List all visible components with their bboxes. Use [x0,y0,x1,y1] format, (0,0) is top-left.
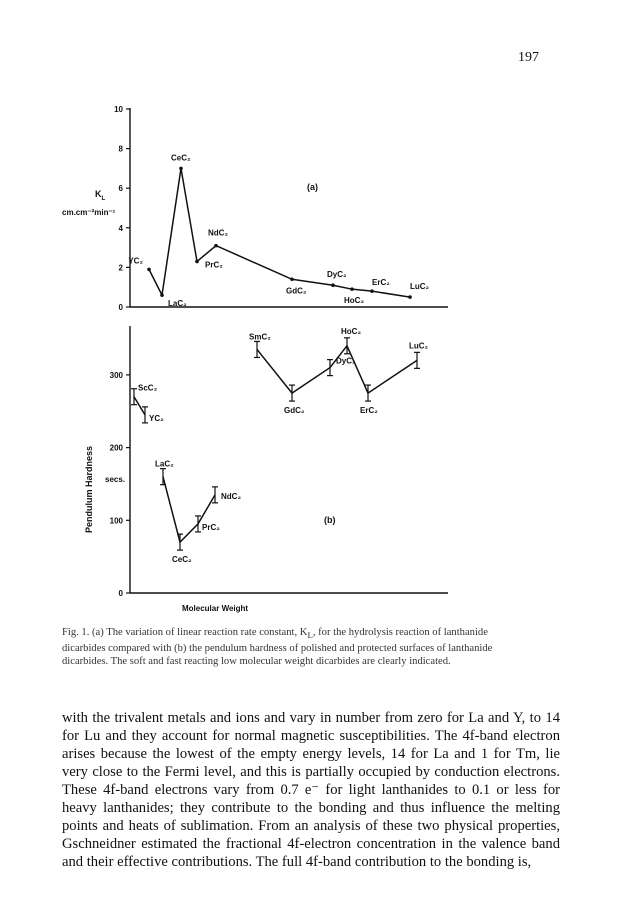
panel-b-point-label: ErC₂ [360,406,378,416]
caption-line-2: dicarbides compared with (b) the pendulum hardness of polished and protected surfaces of lanthanide [62,643,493,655]
panel-a-tick-label: 10 [114,105,123,114]
panel-a-point-label: YC₂ [128,256,143,266]
page-number: 197 [518,50,539,65]
panel-b-point-label: SmC₂ [249,332,271,342]
body-line: arises because the lowest of the empty energy levels, 14 for La and 1 for Tm, lie [62,746,560,762]
body-line: for Lu and they account for normal magnetic susceptibilities. The 4f-band electron [62,728,560,744]
figure-caption [62,626,558,668]
panel-b-point-label: CeC₂ [172,555,192,565]
panel-b-series-line [257,346,417,393]
panel-a-point-label: ErC₂ [372,278,390,288]
panel-a-point [290,277,294,281]
panel-b-point-label: PrC₂ [202,522,220,532]
panel-a-point [350,287,354,291]
body-line: points and heats of sublimation. From an analysis of these two physical properties, [62,818,560,834]
panel-b-series-line [134,397,145,415]
panel-b-ylabel-unit: secs. [105,475,126,484]
panel-b-points [131,327,429,564]
panel-a-point-label: NdC₂ [208,228,228,238]
body-line: and their effective contributions. The full 4f-band contribution to the bonding is, [62,854,532,870]
caption-line-1: Fig. 1. (a) The variation of linear reaction rate constant, $K_L$, for the hydrolysis reaction of lanthanide [62,627,488,641]
panel-b-label: (b) [324,515,336,525]
panel-b [84,326,448,613]
panel-a-point-label: GdC₂ [286,286,307,296]
panel-a-point-label: HoC₂ [344,296,364,306]
panel-a-ylabel-units: cm.cm⁻²min⁻¹ [62,208,116,217]
panel-b-point-label: LuC₂ [409,341,429,351]
panel-a-point-label: CeC₂ [171,153,191,163]
panel-a-point [370,289,374,293]
panel-a-point [195,260,199,264]
body-line: with the trivalent metals and ions and vary in number from zero for La and Y, to 14 [62,710,560,726]
panel-a-tick-label: 8 [118,144,123,154]
panel-b-xlabel: Molecular Weight [182,604,249,613]
panel-a-ylabel: $K_L$ [95,189,106,202]
panel-b-tick-label: 200 [109,443,123,453]
panel-a-tick-label: 4 [118,223,123,233]
panel-b-point-label: LaC₂ [155,459,174,469]
panel-a-point [331,283,335,287]
panel-b-ylabel: Pendulum Hardness [84,445,94,533]
panel-a-point-label: LuC₂ [410,282,430,292]
panel-a-y-ticks [114,105,130,312]
panel-a-point [147,268,151,272]
panel-b-tick-label: 300 [109,370,123,380]
panel-b-point-label: GdC₂ [284,406,305,416]
panel-b-tick-label: 100 [109,516,123,526]
body-line: Gschneidner estimated the fractional 4f-electron concentration in the valence band [62,836,560,852]
body-line: heavy lanthanides; they contribute to the bonding and thus influence the melting [62,800,560,816]
caption-line-3: dicarbides. The soft and fast reacting low molecular weight dicarbides are clearly indicated. [62,656,451,668]
panel-a-label: (a) [307,182,318,192]
panel-b-point-label: HoC₂ [341,326,361,336]
panel-b-y-ticks [110,371,130,598]
panel-a-tick-label: 6 [118,184,123,194]
panel-a-point-label: PrC₂ [205,260,223,270]
body-line: These 4f-band electrons vary from 0.7 e⁻ for light lanthanides to 0.1 or less for [62,782,560,798]
panel-b-tick-label: 0 [118,589,123,598]
body-paragraph [62,709,560,871]
panel-a-point-label: DyC₂ [327,270,347,280]
panel-a-tick-label: 2 [118,263,123,273]
panel-b-point-label: DyC₂ [336,356,356,366]
panel-b-series-lines [134,346,417,542]
panel-b-series-line [163,477,215,542]
panel-a-point [408,295,412,299]
panel-a-tick-label: 0 [118,303,123,312]
panel-a-point-label: LaC₂ [168,299,187,309]
panel-a-point [160,293,164,297]
panel-b-point-label: YC₂ [149,413,164,423]
caption-fig-label: Fig. 1. [62,627,90,638]
panel-a-series-line [149,168,410,297]
panel-a-point [214,244,218,248]
panel-a-point [179,167,183,171]
panel-a-points [128,153,429,308]
body-line: very close to the Fermi level, and this is partially occupied by conduction electrons. [62,764,560,780]
panel-a [62,105,448,312]
panel-b-point-label: ScC₂ [138,383,158,393]
panel-b-point-label: NdC₂ [221,491,241,501]
